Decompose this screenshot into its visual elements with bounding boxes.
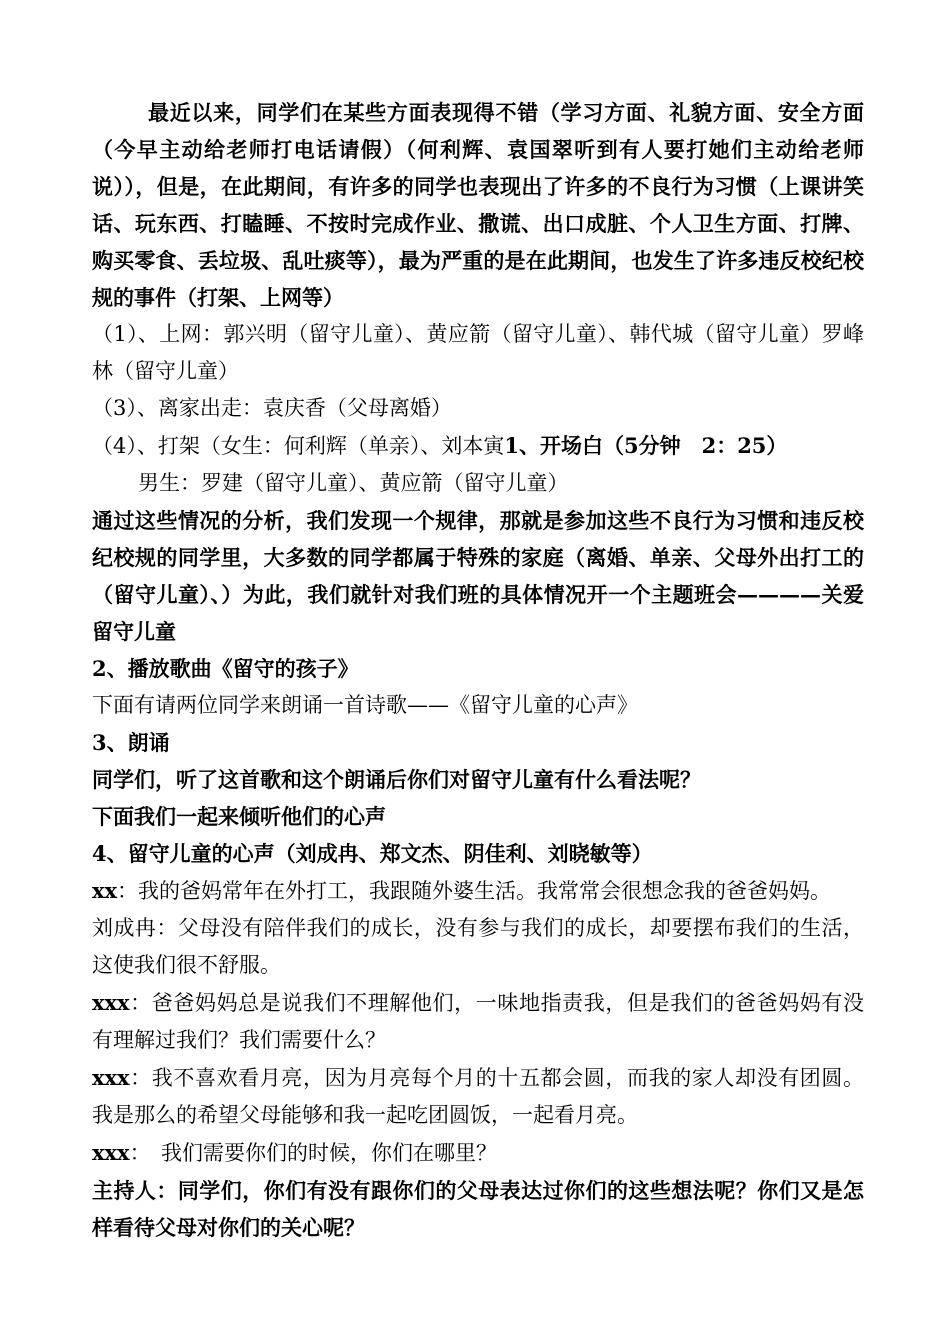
section-3-heading: 3、朗诵 (92, 730, 170, 755)
incident-item-4-boys: 男生：罗建（留守儿童）、黄应箭（留守儿童） (138, 471, 569, 495)
section-4-heading: 4、留守儿童的心声（刘成冉、郑文杰、阴佳利、刘晓敏等） (92, 841, 653, 866)
invite-line: 下面有请两位同学来朗诵一首诗歌——《留守儿童的心声》 (92, 693, 638, 717)
voice-speaker: xxx (92, 1140, 130, 1165)
host-question: 主持人：同学们，你们有没有跟你们的父母表达过你们的这些想法呢？你们又是怎样看待父母对你们的关心呢？ (92, 1178, 864, 1240)
question-line: 同学们，听了这首歌和这个朗诵后你们对留守儿童有什么看法呢？ (92, 767, 701, 792)
voice-item (92, 1059, 864, 1134)
intro-paragraph: 最近以来，同学们在某些方面表现得不错（学习方面、礼貌方面、安全方面（今早主动给老师打电话请假）（何利辉、袁国翠听到有人要打她们主动给老师说）），但是，在此期间，有许多的同学也表现出了许多的不良行为习惯（上课讲笑话、玩东西、打瞌睡、不按时完成作业、撒谎、出口成脏、个人卫生方面、打牌、购买零食、丢垃圾、乱吐痰等），最为严重的是在此期间，也发生了许多违反校纪校规的事件（打架、上网等） (92, 100, 864, 310)
incident-item-4 (92, 427, 864, 465)
listen-line: 下面我们一起来倾听他们的心声 (92, 804, 386, 829)
analysis-paragraph: 通过这些情况的分析，我们发现一个规律，那就是参加这些不良行为习惯和违反校纪校规的同学里，大多数的同学都属于特殊的家庭（离婚、单亲、父母外出打工的（留守儿童）、）为此，我们就针对我们班的具体情况开一个主题班会————关爱留守儿童 (92, 508, 864, 644)
voice-item (92, 984, 864, 1059)
incident-item-3: （3）、离家出走：袁庆香（父母离婚） (92, 396, 452, 420)
voice-speaker: xxx (92, 1065, 130, 1090)
voice-item (92, 910, 864, 984)
section-2-heading: 2、播放歌曲《留守的孩子》 (92, 656, 359, 681)
voice-text: ：父母没有陪伴我们的成长，没有参与我们的成长，却要摆布我们的生活，这使我们很不舒服。 (92, 916, 865, 977)
document-body (92, 94, 864, 1246)
voice-speaker: 刘成冉 (92, 916, 157, 940)
voice-speaker: xx (92, 878, 118, 903)
voice-text: ：我不喜欢看月亮，因为月亮每个月的十五都会圆，而我的家人却没有团圆。我是那么的希望父母能够和我一起吃团圆饭，一起看月亮。 (92, 1066, 864, 1127)
incident-item-4-text: （4）、打架（女生：何利辉（单亲）、刘本寅 (92, 434, 505, 458)
voice-text: ：爸爸妈妈总是说我们不理解他们，一味地指责我，但是我们的爸爸妈妈有没有理解过我们？我们需要什么？ (92, 991, 864, 1052)
voice-text: ：我的爸妈常年在外打工，我跟随外婆生活。我常常会很想念我的爸爸妈妈。 (117, 879, 832, 903)
opening-heading: 1、开场白（5分钟 2：25） (504, 433, 788, 458)
voice-text: ： 我们需要你们的时候，你们在哪里？ (129, 1141, 498, 1165)
voice-speaker: xxx (92, 990, 130, 1015)
incident-item-1: （1）、上网：郭兴明（留守儿童）、黄应箭（留守儿童）、韩代城（留守儿童）罗峰林（留守儿童） (92, 322, 864, 383)
voice-item (92, 872, 864, 910)
voice-item (92, 1134, 864, 1172)
